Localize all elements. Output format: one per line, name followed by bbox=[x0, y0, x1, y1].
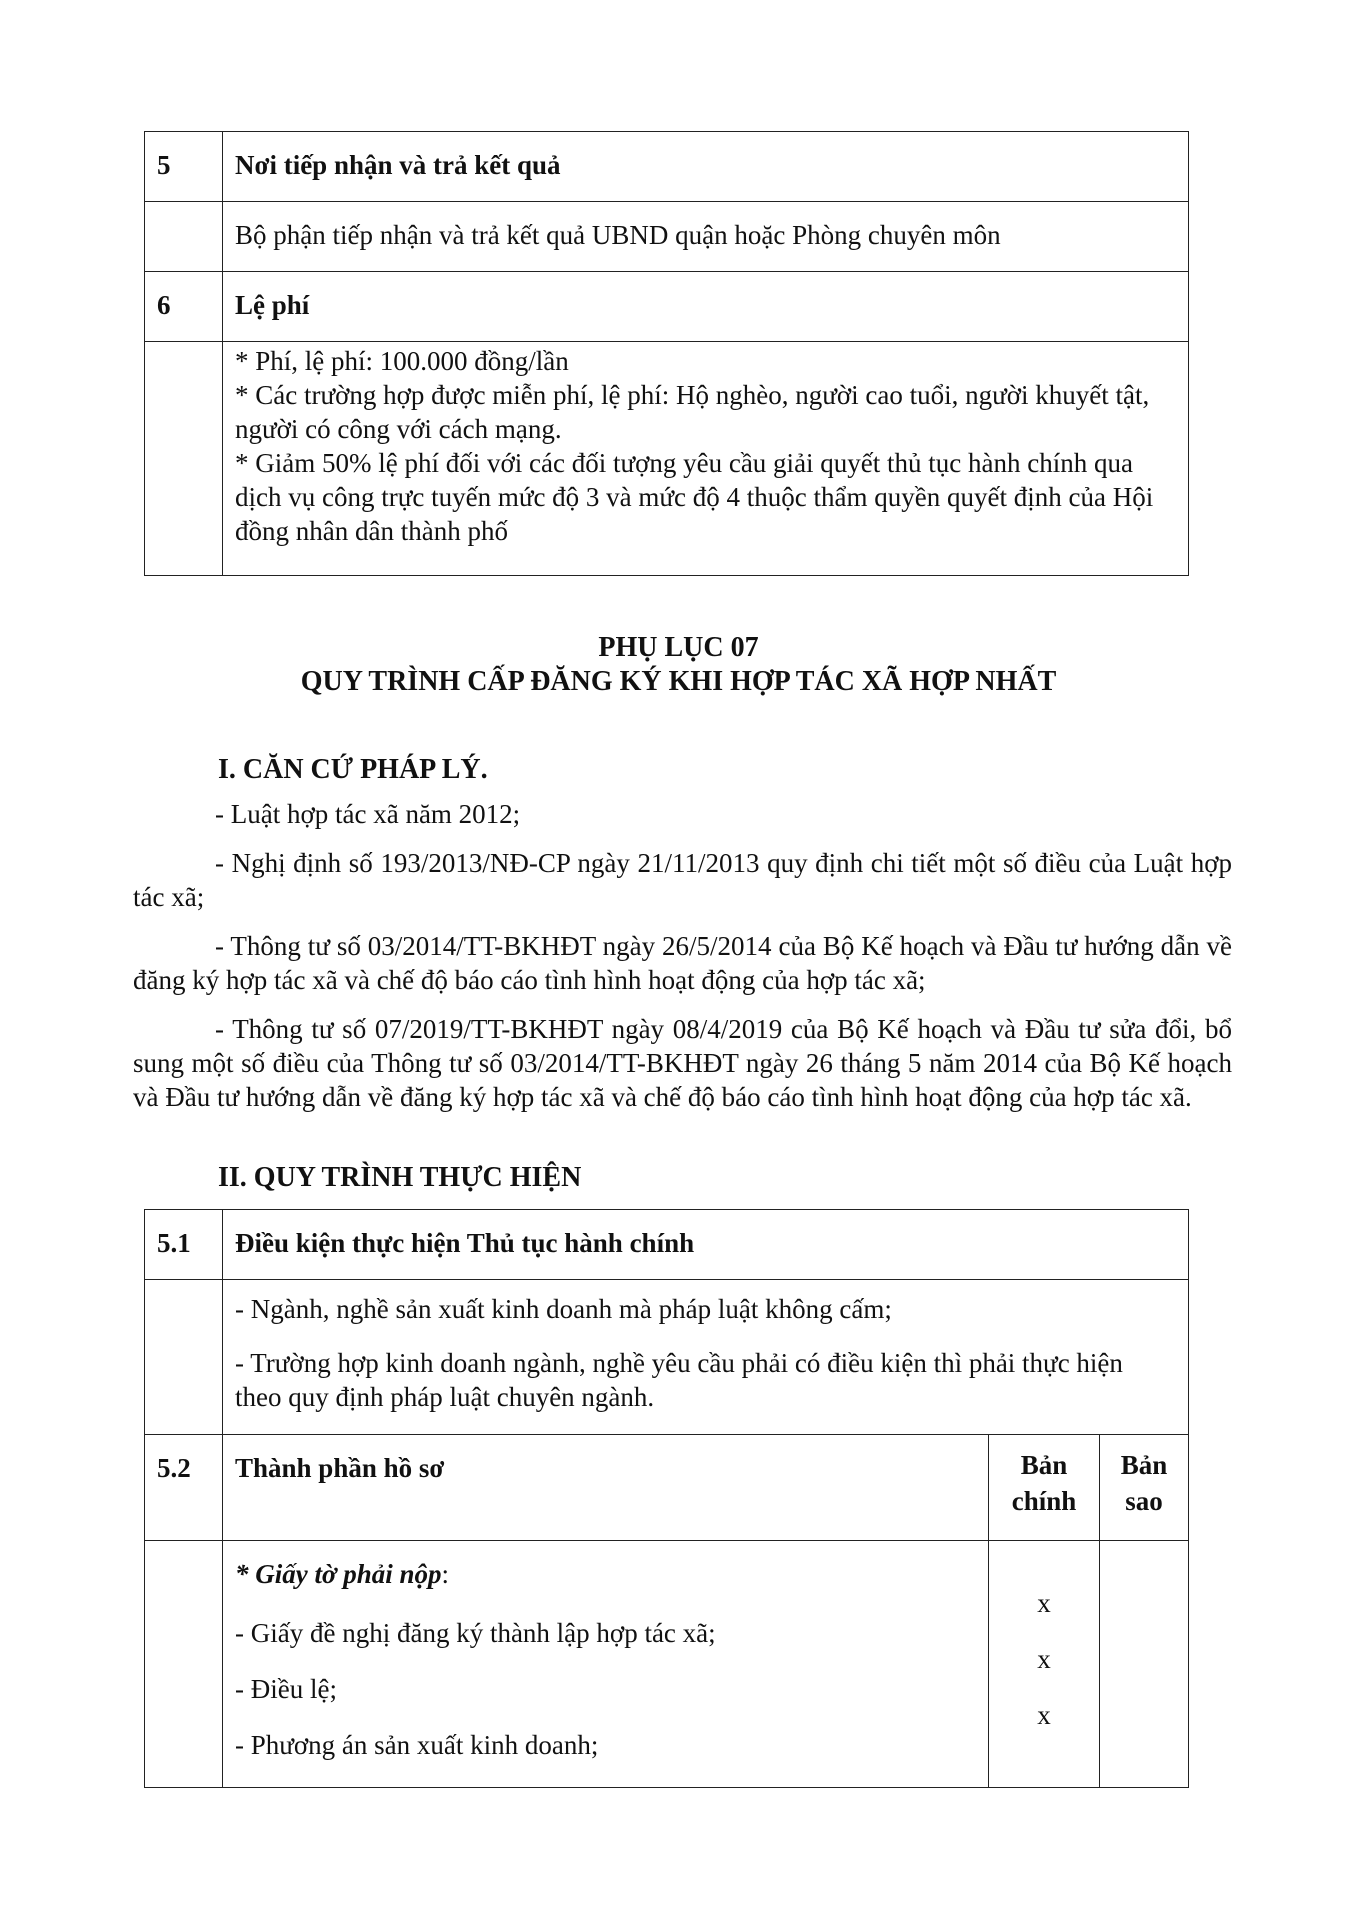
table-row bbox=[145, 132, 1189, 202]
fee-line: * Phí, lệ phí: 100.000 đồng/lần bbox=[235, 346, 569, 376]
table-row bbox=[145, 1541, 1189, 1788]
original-mark: x bbox=[1037, 1700, 1051, 1730]
condition-line: - Trường hợp kinh doanh ngành, nghề yêu cầu phải có điều kiện thì phải thực hiện theo quy định pháp luật chuyên ngành. bbox=[235, 1348, 1123, 1412]
original-marks bbox=[989, 1541, 1100, 1788]
column-header-copy: Bản sao bbox=[1100, 1435, 1189, 1541]
legal-basis-item: - Luật hợp tác xã năm 2012; bbox=[215, 799, 521, 829]
fee-details bbox=[223, 342, 1189, 576]
original-mark: x bbox=[1037, 1644, 1051, 1674]
table-row bbox=[145, 1210, 1189, 1280]
row-number: 5.2 bbox=[145, 1435, 223, 1541]
fee-line: * Giảm 50% lệ phí đối với các đối tượng yêu cầu giải quyết thủ tục hành chính qua dịch vụ công trực tuyến mức độ 3 và mức độ 4 thuộc thẩm quyền quyết định của Hội đồng nhân dân thành phố bbox=[235, 448, 1154, 546]
document-item: - Phương án sản xuất kinh doanh; bbox=[235, 1730, 599, 1760]
procedure-table-top bbox=[144, 131, 1189, 576]
appendix-title: QUY TRÌNH CẤP ĐĂNG KÝ KHI HỢP TÁC XÃ HỢP NHẤT bbox=[300, 666, 1057, 697]
row-number: 6 bbox=[145, 272, 223, 342]
row-number: 5 bbox=[145, 132, 223, 202]
legal-basis-item: - Thông tư số 07/2019/TT-BKHĐT ngày 08/4/2019 của Bộ Kế hoạch và Đầu tư sửa đổi, bổ sung một số điều của Thông tư số 03/2014/TT-BKHĐT ngày 26 tháng 5 năm 2014 của Bộ Kế hoạch và Đầu tư hướng dẫn về đăng ký hợp tác xã và chế độ báo cáo tình hình hoạt động của hợp tác xã. bbox=[133, 1014, 1232, 1112]
required-label: * Giấy tờ phải nộp bbox=[235, 1559, 442, 1589]
row-content: Bộ phận tiếp nhận và trả kết quả UBND quận hoặc Phòng chuyên môn bbox=[223, 202, 1189, 272]
procedure-table-bottom bbox=[144, 1209, 1189, 1788]
table-row bbox=[145, 1435, 1189, 1541]
table-row bbox=[145, 342, 1189, 576]
row-heading: Thành phần hồ sơ bbox=[223, 1435, 989, 1541]
row-heading: Lệ phí bbox=[223, 272, 1189, 342]
condition-line: - Ngành, nghề sản xuất kinh doanh mà pháp luật không cấm; bbox=[235, 1294, 892, 1324]
table-row bbox=[145, 1280, 1189, 1435]
legal-basis-item: - Nghị định số 193/2013/NĐ-CP ngày 21/11/2013 quy định chi tiết một số điều của Luật hợp tác xã; bbox=[133, 848, 1232, 912]
row-heading: Nơi tiếp nhận và trả kết quả bbox=[223, 132, 1189, 202]
column-header-original: Bản chính bbox=[989, 1435, 1100, 1541]
required-label-line: * Giấy tờ phải nộp: bbox=[235, 1559, 450, 1589]
copy-marks bbox=[1100, 1541, 1189, 1788]
fee-line: * Các trường hợp được miễn phí, lệ phí: Hộ nghèo, người cao tuổi, người khuyết tật, người có công với cách mạng. bbox=[235, 380, 1150, 444]
section-title-legal-basis: I. CĂN CỨ PHÁP LÝ. bbox=[218, 754, 488, 785]
required-documents bbox=[223, 1541, 989, 1788]
row-heading: Điều kiện thực hiện Thủ tục hành chính bbox=[223, 1210, 1189, 1280]
legal-basis-item: - Thông tư số 03/2014/TT-BKHĐT ngày 26/5/2014 của Bộ Kế hoạch và Đầu tư hướng dẫn về đăng ký hợp tác xã và chế độ báo cáo tình hình hoạt động của hợp tác xã; bbox=[133, 931, 1232, 995]
original-mark: x bbox=[1037, 1588, 1051, 1618]
section-title-procedure: II. QUY TRÌNH THỰC HIỆN bbox=[218, 1162, 582, 1193]
document-item: - Điều lệ; bbox=[235, 1674, 337, 1704]
table-row bbox=[145, 272, 1189, 342]
document-item: - Giấy đề nghị đăng ký thành lập hợp tác xã; bbox=[235, 1618, 716, 1648]
row-number: 5.1 bbox=[145, 1210, 223, 1280]
conditions-content bbox=[223, 1280, 1189, 1435]
appendix-label: PHỤ LỤC 07 bbox=[598, 632, 759, 663]
table-row bbox=[145, 202, 1189, 272]
